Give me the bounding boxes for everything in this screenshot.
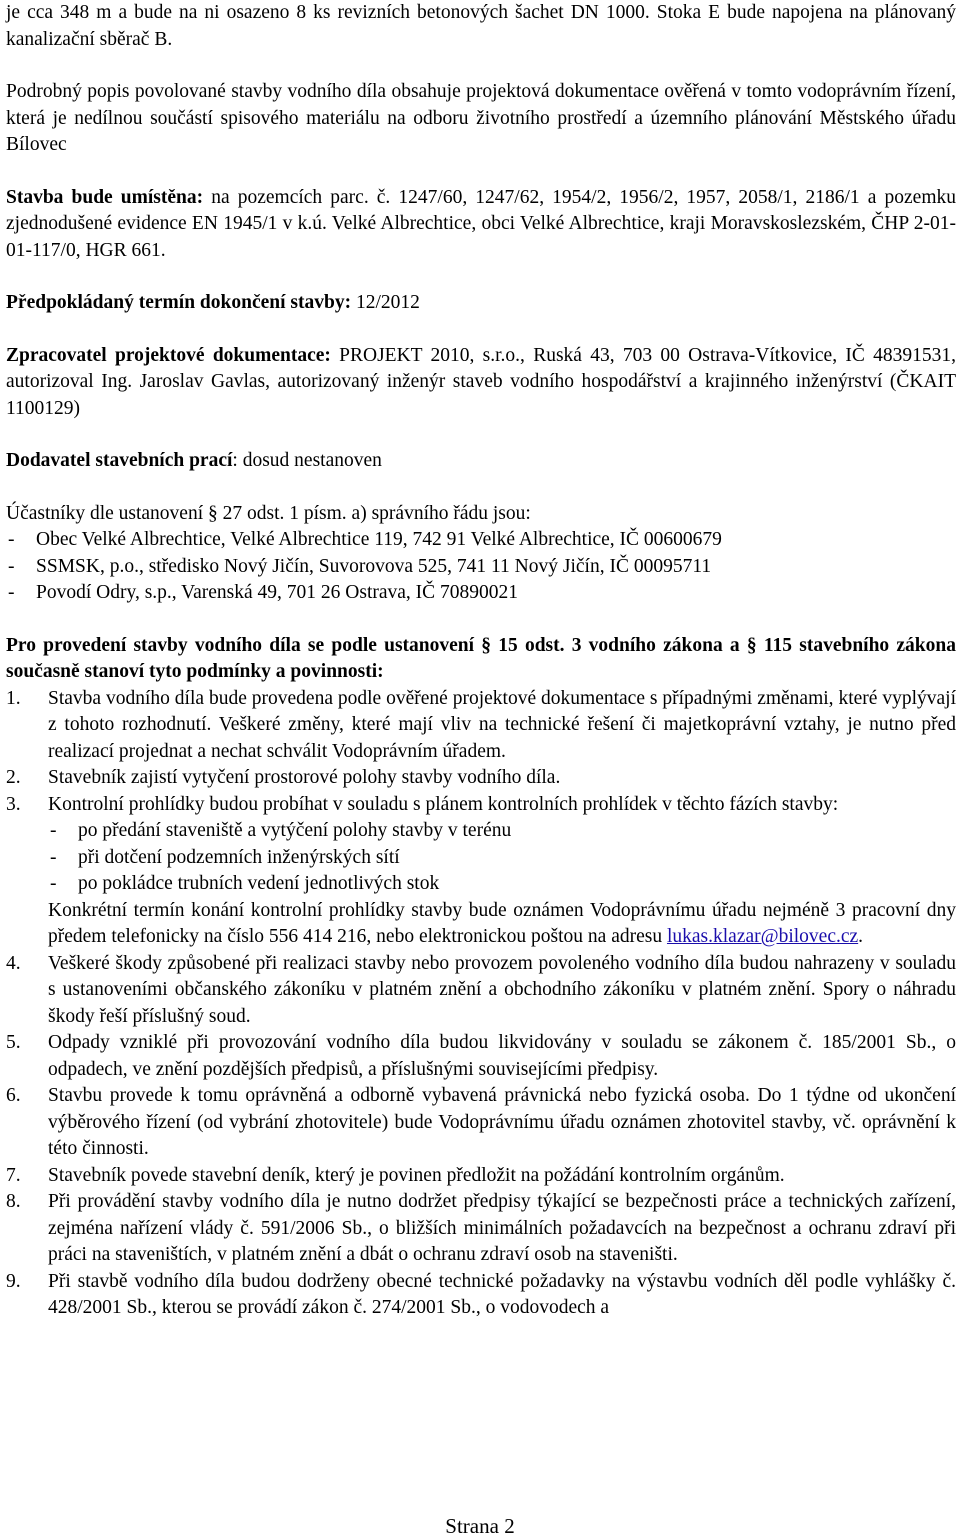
completion-label: Předpokládaný termín dokončení stavby: bbox=[6, 292, 352, 313]
participants-list bbox=[6, 527, 956, 607]
participant-item: - Povodí Odry, s.p., Varenská 49, 701 26 Ostrava, IČ 70890021 bbox=[6, 580, 956, 607]
condition-item bbox=[6, 1163, 956, 1190]
condition-item bbox=[6, 1189, 956, 1269]
condition-item bbox=[6, 792, 956, 951]
condition-item bbox=[6, 1030, 956, 1083]
inspection-phases-list bbox=[48, 818, 956, 898]
inspection-notice-text: Konkrétní termín konání kontrolní prohlídky stavby bude oznámen Vodoprávnímu úřadu nejméně 3 pracovní dny předem telefonicky na číslo 556 414 216, nebo elektronickou poštou na adresu bbox=[48, 899, 956, 947]
inspection-notice-end: . bbox=[858, 926, 864, 947]
page-number: Strana 2 bbox=[445, 1514, 515, 1538]
contractor-text: : dosud nestanoven bbox=[232, 450, 382, 471]
inspection-phase-item: - při dotčení podzemních inženýrských sítí bbox=[48, 845, 956, 872]
inspection-phase-item: - po předání staveniště a vytýčení polohy stavby v terénu bbox=[48, 818, 956, 845]
condition-item bbox=[6, 951, 956, 1031]
location-text: na pozemcích parc. č. 1247/60, 1247/62, 1954/2, 1956/2, 1957, 2058/1, 2186/1 a pozemku zjednodušené evidence EN 1945/1 v k.ú. Velké Albrechtice, obci Velké Albrechtice, kraji Moravskoslezském, ČHP 2-01-01-117/0, HGR 661. bbox=[6, 186, 956, 261]
completion-text: 12/2012 bbox=[351, 292, 420, 313]
condition-text: Veškeré škody způsobené při realizaci stavby nebo provozem povoleného vodního díla budou nahrazeny v souladu s ustanoveními občanského zákoníku v platném znění a obchodního zákoníku v platném znění. Spory o náhradu škody řeší příslušný soud. bbox=[48, 952, 956, 1027]
intro-continuation: je cca 348 m a bude na ni osazeno 8 ks revizních betonových šachet DN 1000. Stoka E bude napojena na plánovaný kanalizační sběrač B. bbox=[6, 2, 956, 50]
condition-number: 3. bbox=[6, 793, 21, 815]
condition-number: 8. bbox=[6, 1191, 21, 1212]
designer-label: Zpracovatel projektové dokumentace: bbox=[6, 344, 331, 366]
location-label: Stavba bude umístěna: bbox=[6, 186, 204, 208]
condition-text: Kontrolní prohlídky budou probíhat v souladu s plánem kontrolních prohlídek v těchto fázích stavby: bbox=[48, 793, 839, 815]
condition-number: 6. bbox=[6, 1085, 21, 1106]
condition-text: Stavba vodního díla bude provedena podle ověřené projektové dokumentace s případnými změnami, které vyplývají z tohoto rozhodnutí. Veškeré změny, které mají vliv na technické řešení či majetkoprávní vztahy, je nutno před realizací projednat a nechat schválit Vodoprávním úřadem. bbox=[48, 687, 956, 762]
condition-number: 7. bbox=[6, 1164, 21, 1186]
designer-paragraph bbox=[6, 343, 956, 423]
condition-text: Stavbu provede k tomu oprávněná a odborně vybavená právnická nebo fyzická osoba. Do 1 týdne od ukončení výběrového řízení (od vybrání zhotovitele) bude Vodoprávnímu úřadu oznámen zhotovitel stavby, vč. oprávnění k této činnosti. bbox=[48, 1085, 956, 1159]
condition-text: Stavebník zajistí vytyčení prostorové polohy stavby vodního díla. bbox=[48, 767, 561, 788]
participant-item: - Obec Velké Albrechtice, Velké Albrechtice 119, 742 91 Velké Albrechtice, IČ 00600679 bbox=[6, 527, 956, 554]
participant-item: - SSMSK, p.o., středisko Nový Jičín, Suvorovova 525, 741 11 Nový Jičín, IČ 00095711 bbox=[6, 554, 956, 581]
condition-item bbox=[6, 1083, 956, 1163]
condition-number: 9. bbox=[6, 1270, 21, 1292]
condition-number: 5. bbox=[6, 1032, 21, 1053]
condition-number: 1. bbox=[6, 687, 21, 709]
conditions-list bbox=[6, 686, 956, 1322]
conditions-title: Pro provedení stavby vodního díla se podle ustanovení § 15 odst. 3 vodního zákona a § 115 stavebního zákona současně stanoví tyto podmínky a povinnosti: bbox=[6, 634, 956, 682]
condition-text: Při stavbě vodního díla budou dodrženy obecné technické požadavky na výstavbu vodních děl podle vyhlášky č. 428/2001 Sb., kterou se provádí zákon č. 274/2001 Sb., o vodovodech a bbox=[48, 1270, 956, 1318]
condition-text: Odpady vzniklé při provozování vodního díla budou likvidovány v souladu se zákonem č. 185/2001 Sb., o odpadech, ve znění pozdějších předpisů, a příslušnými souvisejícími předpisy. bbox=[48, 1032, 956, 1080]
participants-title: Účastníky dle ustanovení § 27 odst. 1 písm. a) správního řádu jsou: bbox=[6, 502, 531, 524]
project-description-paragraph: Podrobný popis povolované stavby vodního díla obsahuje projektová dokumentace ověřená v tomto vodoprávním řízení, která je nedílnou součástí spisového materiálu na odboru životního prostředí a územního plánování Městského úřadu Bílovec bbox=[6, 81, 956, 155]
condition-item bbox=[6, 686, 956, 766]
document-page bbox=[6, 0, 956, 1322]
contractor-label: Dodavatel stavebních prací bbox=[6, 450, 233, 471]
contractor-paragraph bbox=[6, 448, 956, 475]
condition-text: Stavebník povede stavební deník, který je povinen předložit na požádání kontrolním orgánům. bbox=[48, 1164, 785, 1186]
condition-number: 4. bbox=[6, 952, 21, 974]
email-link[interactable]: lukas.klazar@bilovec.cz bbox=[666, 926, 859, 947]
location-paragraph bbox=[6, 185, 956, 265]
condition-item bbox=[6, 765, 956, 792]
designer-text: PROJEKT 2010, s.r.o., Ruská 43, 703 00 Ostrava-Vítkovice, IČ 48391531, autorizoval Ing. Jaroslav Gavlas, autorizovaný inženýr staveb vodního hospodářství a krajinného inženýrství (ČKAIT 1100129) bbox=[6, 344, 956, 419]
condition-number: 2. bbox=[6, 767, 21, 788]
inspection-phase-item: - po pokládce trubních vedení jednotlivých stok bbox=[48, 871, 956, 898]
inspection-notice bbox=[48, 898, 956, 951]
completion-paragraph bbox=[6, 290, 956, 317]
condition-text: Při provádění stavby vodního díla je nutno dodržet předpisy týkající se bezpečnosti práce a technických zařízení, zejména nařízení vlády č. 591/2006 Sb., o bližších minimálních požadavcích na bezpečnost a ochranu zdraví při práci na staveništích, v platném znění a dbát o ochranu zdraví osob na staveništi. bbox=[48, 1191, 956, 1265]
condition-item bbox=[6, 1269, 956, 1322]
